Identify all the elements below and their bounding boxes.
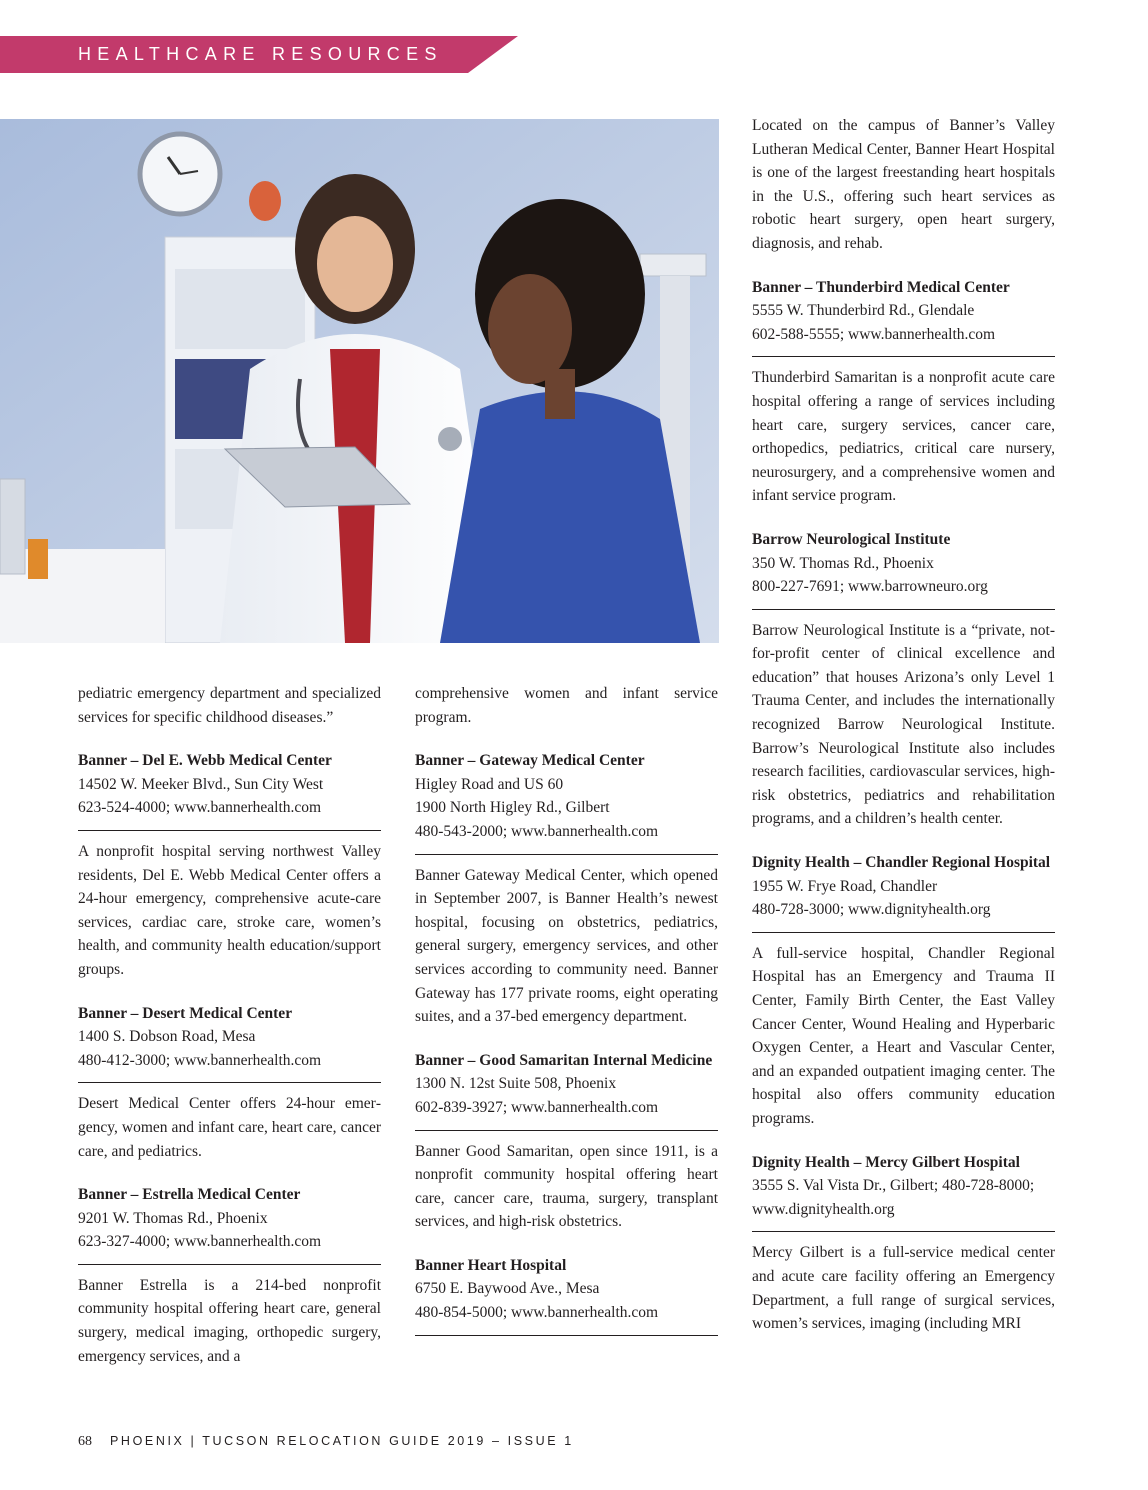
entry-name: Dignity Health – Chandler Regional Hospital (752, 854, 1051, 872)
divider (752, 932, 1055, 933)
entry-address: 1955 W. Frye Road, Chandler (752, 877, 938, 895)
divider (78, 830, 381, 831)
entry-address: 350 W. Thomas Rd., Phoenix (752, 554, 934, 572)
entry-name: Barrow Neurological Institute (752, 530, 951, 548)
column-2 (415, 682, 718, 1345)
column-3-intro: Located on the campus of Banner’s Valley Lutheran Medical Center, Banner Heart Hospital is one of the largest freestanding heart hospitals in the U.S., offering such heart services as robotic heart surgery, open heart surgery, diagnosis, and rehab. (752, 117, 1055, 252)
entry-contact: 480-543-2000; www.bannerhealth.com (415, 822, 659, 840)
entry-description: Banner Estrella is a 214-bed nonprofit community hospital offering heart care, general surgery, medical imaging, orthopedic surgery, emergency services, and a (78, 1276, 381, 1365)
entry-name: Dignity Health – Mercy Gilbert Hospital (752, 1153, 1020, 1171)
page-footer (78, 1434, 574, 1450)
column-2-intro: comprehensive women and infant service program. (415, 685, 718, 726)
entry-description: A nonprofit hospital serving northwest Valley residents, Del E. Webb Medical Center offers a 24-hour emergency, comprehensive acute-care services, cardiac care, stroke care, women’s health, and community health education/support groups. (78, 842, 381, 978)
entry-address: 1300 N. 12st Suite 508, Phoenix (415, 1075, 617, 1093)
entry-name: Banner – Desert Medical Center (78, 1004, 293, 1022)
entry-address: 5555 W. Thunderbird Rd., Glendale (752, 302, 975, 320)
entry-name: Banner – Gateway Medical Center (415, 752, 645, 770)
entry-name: Banner Heart Hospital (415, 1256, 567, 1274)
entry-description: Desert Medical Center offers 24-hour emergency, women and infant care, heart care, cancer care, and pediatrics. (78, 1095, 381, 1160)
entry-address: Higley Road and US 60 (415, 775, 564, 793)
divider (415, 1335, 718, 1336)
entry-description: Mercy Gilbert is a full-service medical center and acute care facility offering an Emergency Department, a full range of surgical services, women’s services, imaging (including MRI (752, 1244, 1055, 1333)
divider (752, 609, 1055, 610)
section-title: HEALTHCARE RESOURCES (78, 44, 443, 64)
entry-name: Banner – Good Samaritan Internal Medicine (415, 1051, 713, 1069)
entry-contact: 623-327-4000; www.bannerhealth.com (78, 1233, 322, 1251)
entry-address: 14502 W. Meeker Blvd., Sun City West (78, 775, 324, 793)
entry-address: 1400 S. Dobson Road, Mesa (78, 1028, 256, 1046)
entry-description: Banner Good Samaritan, open since 1911, is a nonprofit community hospital offering heart care, cancer care, trauma, surgery, transplant services, and high-risk obstetrics. (415, 1142, 718, 1231)
page-number: 68 (78, 1434, 92, 1449)
divider (415, 854, 718, 855)
divider (752, 1231, 1055, 1232)
column-1-intro: pediatric emergency department and specialized services for specific childhood diseases.” (78, 685, 381, 726)
entry-contact: 623-524-4000; www.bannerhealth.com (78, 799, 322, 817)
divider (78, 1082, 381, 1083)
entry-description: Thunderbird Samaritan is a nonprofit acute care hospital offering a range of services including heart care, surgery services, cancer care, orthopedics, pediatrics, critical care nursery, neurosurgery, and a comprehensive women and infant service program. (752, 369, 1055, 505)
entry-name: Banner – Thunderbird Medical Center (752, 278, 1010, 296)
entry-description: Barrow Neurological Institute is a “private, not-for-profit center of clinical excellence and education” that houses Arizona’s only Level 1 Trauma Center, and includes the internationally recognized Barrow Neurological Institute. Barrow’s Neurological Institute also includes research facilities, cardiovascular services, high-risk obstetrics, pediatrics and rehabilitation programs, and a children’s health center. (752, 621, 1055, 828)
entry-address: 3555 S. Val Vista Dr., Gilbert; 480-728-8000; (752, 1177, 1035, 1195)
divider (415, 1130, 718, 1131)
divider (78, 1264, 381, 1265)
entry-contact: www.dignityhealth.org (752, 1200, 895, 1218)
entry-contact: 800-227-7691; www.barrowneuro.org (752, 578, 988, 596)
publication-title: PHOENIX | TUCSON RELOCATION GUIDE 2019 – ISSUE 1 (110, 1434, 574, 1448)
entry-contact: 480-728-3000; www.dignityhealth.org (752, 901, 991, 919)
entry-address: 1900 North Higley Rd., Gilbert (415, 799, 610, 817)
entry-address: 9201 W. Thomas Rd., Phoenix (78, 1209, 268, 1227)
divider (752, 356, 1055, 357)
entry-description: A full-service hospital, Chandler Regional Hospital has an Emergency and Trauma II Center, Family Birth Center, the East Valley Cancer Center, Wound Healing and Hyperbaric Oxygen Center, a Heart and Vascular Center, and an expanded outpatient imaging center. The hospital also offers community education programs. (752, 944, 1055, 1127)
entry-contact: 480-412-3000; www.bannerhealth.com (78, 1051, 322, 1069)
entry-description: Banner Gateway Medical Center, which opened in September 2007, is Banner Health’s newest hospital, focusing on obstetrics, pediatrics, general surgery, emergency services, and other services according to community need. Banner Gateway has 177 private rooms, eight operating suites, and a 37-bed emergency department. (415, 866, 718, 1026)
entry-contact: 602-839-3927; www.bannerhealth.com (415, 1098, 659, 1116)
entry-contact: 602-588-5555; www.bannerhealth.com (752, 325, 996, 343)
doctor-patient-photo (0, 119, 719, 643)
entry-address: 6750 E. Baywood Ave., Mesa (415, 1280, 600, 1298)
column-3 (752, 114, 1055, 1336)
section-banner (0, 36, 518, 73)
column-1 (78, 682, 381, 1368)
entry-name: Banner – Estrella Medical Center (78, 1186, 301, 1204)
entry-name: Banner – Del E. Webb Medical Center (78, 752, 332, 770)
entry-contact: 480-854-5000; www.bannerhealth.com (415, 1304, 659, 1322)
